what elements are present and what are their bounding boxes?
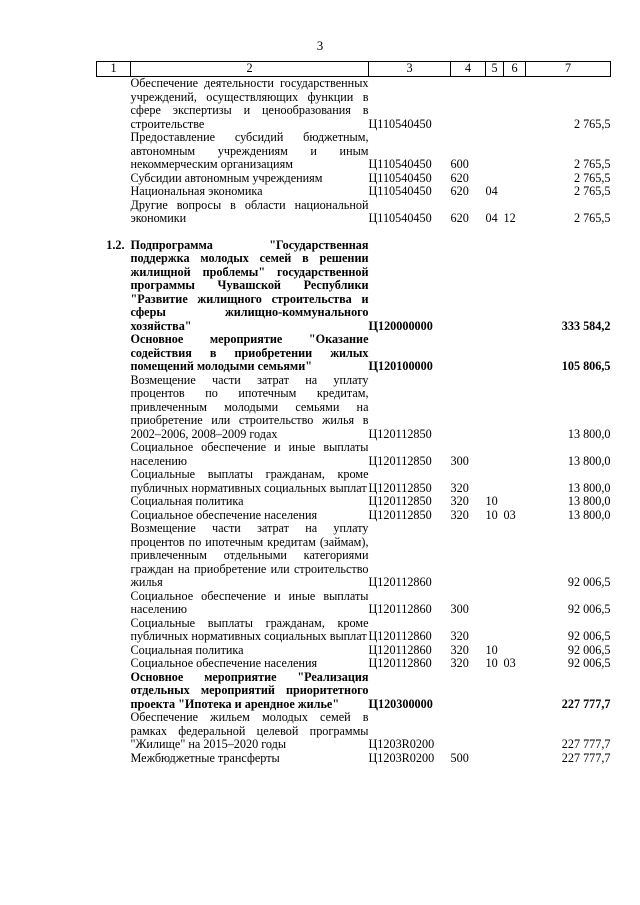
row-col4 (451, 711, 486, 752)
row-col6 (504, 671, 526, 712)
row-name: Социальные выплаты гражданам, кроме публичных нормативных социальных выплат (130, 615, 369, 643)
row-col5 (486, 441, 504, 468)
row-col4 (451, 374, 486, 442)
row-code: Ц120300000 (368, 696, 433, 711)
row-col6: 12 (503, 211, 516, 225)
row-col4: 300 (450, 602, 469, 616)
row-code: Ц110540450 (368, 184, 432, 198)
row-name: Предоставление субсидий бюджетным, автономным учреждениям и иным некоммерческим организациям (130, 130, 369, 171)
row-col6 (504, 441, 526, 468)
row-col6 (504, 590, 526, 617)
row-col5 (486, 671, 504, 712)
row-number (97, 374, 131, 442)
row-sum: 92 006,5 (567, 602, 611, 616)
table-row (97, 441, 611, 468)
row-code: Ц120112860 (368, 575, 432, 589)
row-col6: 03 (503, 507, 516, 522)
row-number (97, 77, 131, 132)
table-row (97, 374, 611, 442)
row-col6 (504, 172, 526, 186)
row-col6 (504, 185, 526, 199)
row-col5 (486, 77, 504, 132)
row-sum: 333 584,2 (561, 318, 611, 333)
row-col4 (451, 77, 486, 132)
row-col4: 320 (450, 642, 469, 657)
table-row (97, 752, 611, 766)
row-sum: 227 777,7 (561, 750, 611, 765)
spacer-row (97, 226, 611, 239)
row-number (97, 333, 131, 374)
table-row (97, 509, 611, 523)
row-number (97, 671, 131, 712)
row-sum: 227 777,7 (561, 737, 611, 751)
table-row (97, 617, 611, 644)
row-number (97, 185, 131, 199)
row-number (97, 495, 131, 509)
row-number: 1.2. (106, 237, 125, 252)
table-row (97, 468, 611, 495)
row-name: Социальное обеспечение и иные выплаты населению (130, 588, 369, 616)
table-row (97, 711, 611, 752)
row-code: Ц120112850 (368, 507, 432, 522)
table-row (97, 657, 611, 671)
table-row (97, 199, 611, 226)
row-number (97, 199, 131, 226)
row-name: Национальная экономика (130, 184, 263, 198)
row-sum: 2 765,5 (573, 116, 611, 131)
row-col5: 10 (485, 494, 498, 508)
row-sum: 2 765,5 (573, 184, 611, 198)
row-number (97, 752, 131, 766)
row-col5: 10 (485, 642, 498, 657)
table-header (97, 62, 611, 77)
page-number: 3 (316, 38, 324, 53)
row-number (97, 711, 131, 752)
row-col4: 320 (450, 507, 469, 522)
row-code: Ц120112860 (368, 656, 432, 670)
row-col6 (504, 522, 526, 590)
row-col4: 620 (450, 211, 469, 225)
row-sum: 92 006,5 (567, 656, 611, 670)
row-col4: 500 (450, 750, 469, 765)
header-col-7: 7 (526, 62, 611, 77)
row-name: Основное мероприятие "Реализация отдельных мероприятий приоритетного проекта "Ипотека и арендное жилье" (130, 669, 369, 711)
row-col4 (451, 333, 486, 374)
row-code: Ц120100000 (368, 359, 433, 373)
row-code: Ц120112850 (368, 426, 432, 441)
row-name: Социальное обеспечение населения (130, 656, 318, 670)
row-code: Ц1203R0200 (368, 750, 435, 765)
row-number (97, 617, 131, 644)
row-code: Ц120000000 (368, 318, 433, 333)
row-col6 (504, 617, 526, 644)
row-col4 (451, 522, 486, 590)
row-col6 (504, 239, 526, 334)
row-name: Другие вопросы в области национальной экономики (130, 197, 369, 225)
table-row (97, 671, 611, 712)
row-col4 (451, 671, 486, 712)
row-col6 (504, 468, 526, 495)
row-number (97, 509, 131, 523)
table-row (97, 131, 611, 172)
table-row (97, 495, 611, 509)
row-col4: 320 (450, 494, 469, 508)
row-col5 (486, 617, 504, 644)
row-col6: 03 (503, 656, 516, 670)
row-name: Социальная политика (130, 642, 244, 657)
row-name: Социальное обеспечение и иные выплаты населению (130, 440, 369, 468)
row-sum: 92 006,5 (567, 642, 611, 657)
header-row (97, 62, 611, 77)
table-row (97, 185, 611, 199)
row-col5 (486, 333, 504, 374)
row-col4: 620 (450, 170, 469, 185)
row-col6 (504, 333, 526, 374)
row-code: Ц120112850 (368, 453, 432, 468)
row-name: Субсидии автономным учреждениям (130, 170, 323, 185)
row-col6 (504, 131, 526, 172)
row-col4: 600 (450, 157, 469, 171)
row-col5 (486, 172, 504, 186)
row-sum: 2 765,5 (573, 157, 611, 171)
row-sum: 13 800,0 (567, 426, 611, 441)
row-number (97, 468, 131, 495)
row-code: Ц120112860 (368, 642, 432, 657)
row-col5: 10 (485, 656, 498, 670)
row-sum: 13 800,0 (567, 480, 611, 495)
table-body (97, 77, 611, 766)
row-code: Ц110540450 (368, 211, 432, 225)
table-row (97, 172, 611, 186)
row-col5 (486, 374, 504, 442)
row-col5 (486, 468, 504, 495)
row-col6 (504, 495, 526, 509)
row-code: Ц1203R0200 (368, 737, 435, 751)
row-name: Социальное обеспечение населения (130, 507, 318, 522)
table-row (97, 77, 611, 132)
header-col-6: 6 (504, 62, 526, 77)
row-sum: 2 765,5 (573, 170, 611, 185)
row-col5: 04 (485, 211, 498, 225)
row-col5: 10 (485, 507, 498, 522)
row-name: Социальные выплаты гражданам, кроме публичных нормативных социальных выплат (130, 467, 369, 495)
row-code: Ц110540450 (368, 157, 432, 171)
row-number (97, 131, 131, 172)
row-number (97, 644, 131, 658)
header-col-5: 5 (486, 62, 504, 77)
row-col4: 620 (450, 184, 469, 198)
row-col6 (504, 374, 526, 442)
row-code: Ц120112850 (368, 494, 432, 508)
row-name: Социальная политика (130, 494, 244, 508)
row-number (97, 657, 131, 671)
row-col4: 320 (450, 656, 469, 670)
row-col5 (486, 131, 504, 172)
row-col4: 300 (450, 453, 469, 468)
row-sum: 2 765,5 (573, 211, 611, 225)
row-col5 (486, 590, 504, 617)
row-code: Ц120112850 (368, 480, 432, 495)
header-col-1: 1 (97, 62, 131, 77)
row-col6 (504, 752, 526, 766)
budget-table (96, 61, 611, 765)
row-sum: 105 806,5 (561, 359, 611, 373)
row-sum: 227 777,7 (561, 696, 611, 711)
row-col5 (486, 711, 504, 752)
row-number (97, 441, 131, 468)
table-row (97, 522, 611, 590)
row-col6 (504, 644, 526, 658)
row-col4: 320 (450, 629, 469, 643)
row-sum: 13 800,0 (567, 453, 611, 468)
header-col-3: 3 (369, 62, 451, 77)
row-sum: 13 800,0 (567, 494, 611, 508)
row-number (97, 590, 131, 617)
row-name: Подпрограмма "Государственная поддержка молодых семей в решении жилищной проблемы" государственной программы Чувашской Республики "Развитие жилищного строительства и сферы жилищно-коммунального хозяйства" (130, 237, 369, 333)
row-col6 (504, 77, 526, 132)
row-name: Обеспечение жильем молодых семей в рамках федеральной целевой программы "Жилище" на 2015–2020 годы (130, 710, 369, 751)
row-name: Обеспечение деятельности государственных учреждений, осуществляющих функции в сфере экспертизы и ценообразования в строительстве (130, 76, 369, 131)
row-col5 (486, 522, 504, 590)
row-code: Ц110540450 (368, 116, 432, 131)
row-col5: 04 (485, 184, 498, 198)
table-row (97, 333, 611, 374)
row-sum: 92 006,5 (567, 629, 611, 643)
row-name: Возмещение части затрат на уплату процентов по ипотечным кредитам, привлеченным молодыми семьями на приобретение или строительство жилья в 2002–2006, 2008–2009 годах (130, 372, 369, 441)
row-name: Возмещение части затрат на уплату процентов по ипотечным кредитам (займам), привлеченным отдельными категориями граждан на приобретение или строительство жилья (130, 521, 369, 589)
row-code: Ц120112860 (368, 629, 432, 643)
row-number (97, 172, 131, 186)
row-code: Ц120112860 (368, 602, 432, 616)
row-col5 (486, 752, 504, 766)
row-code: Ц110540450 (368, 170, 432, 185)
table-row (97, 644, 611, 658)
row-number (97, 522, 131, 590)
row-name: Межбюджетные трансферты (130, 750, 280, 765)
header-col-2: 2 (131, 62, 369, 77)
row-sum: 13 800,0 (567, 507, 611, 522)
row-sum: 92 006,5 (567, 575, 611, 589)
row-col4: 320 (450, 480, 469, 495)
row-col5 (486, 239, 504, 334)
table-row (97, 239, 611, 334)
table-row (97, 590, 611, 617)
header-col-4: 4 (451, 62, 486, 77)
row-col6 (504, 711, 526, 752)
spacer-cell (97, 226, 611, 239)
row-name: Основное мероприятие "Оказание содействия в приобретении жилых помещений молодыми семьями" (130, 332, 369, 373)
row-col4 (451, 239, 486, 334)
